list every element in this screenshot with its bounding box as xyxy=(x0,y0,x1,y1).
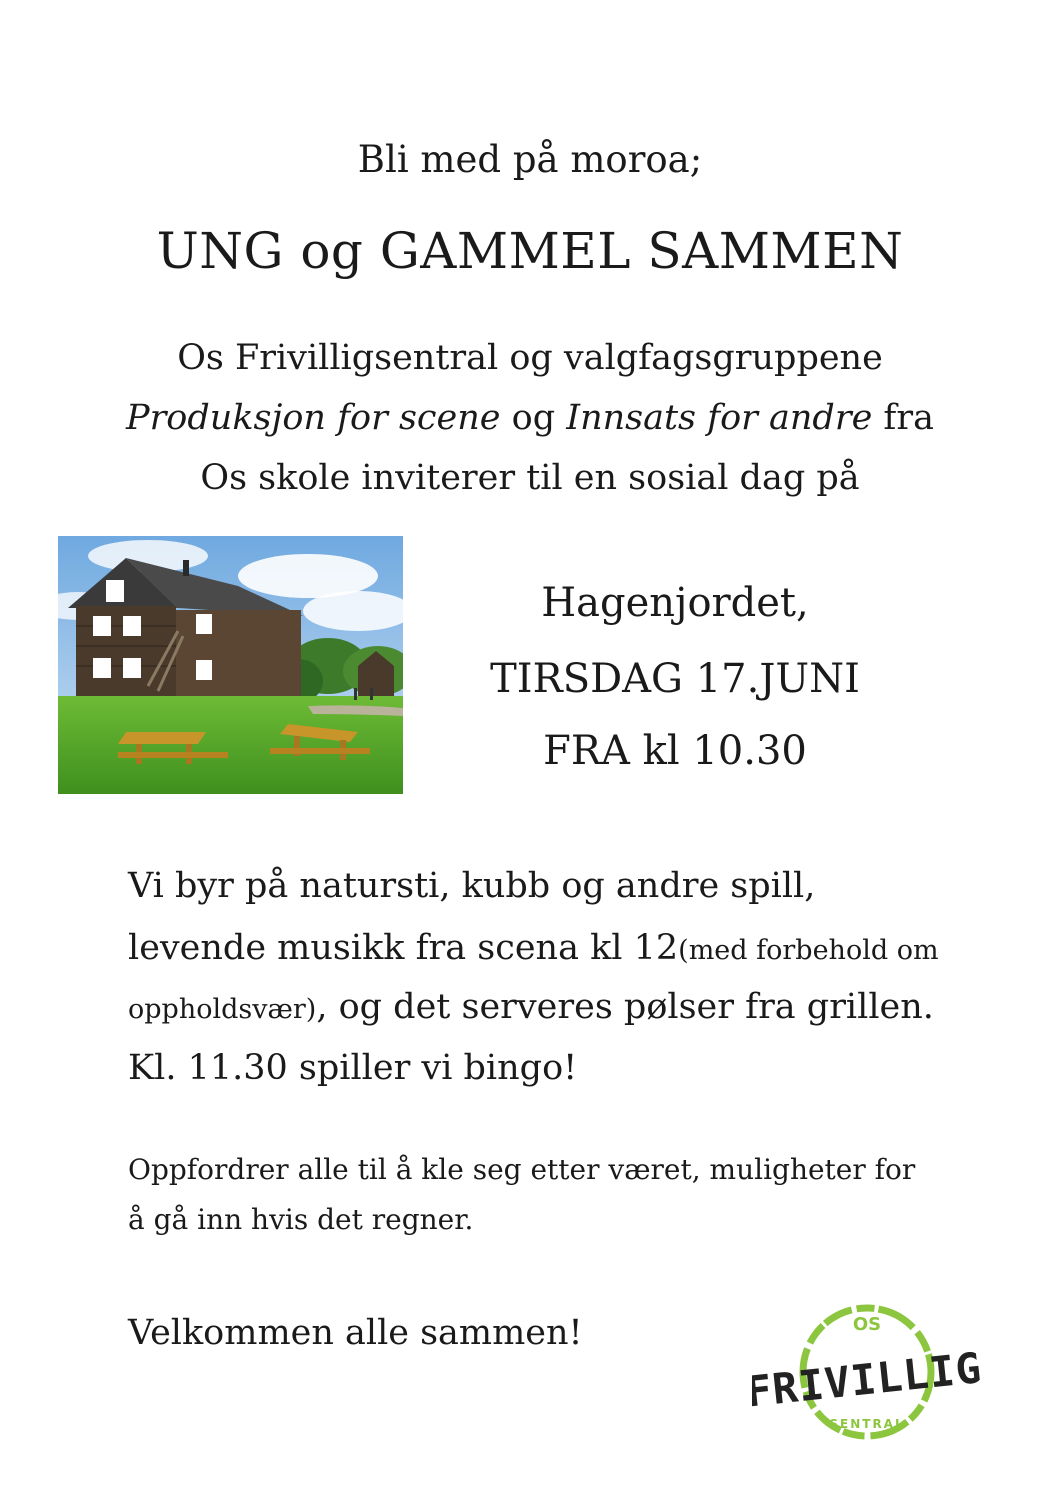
page-title: UNG og GAMMEL SAMMEN xyxy=(156,222,904,280)
welcome-text: Velkommen alle sammen! xyxy=(128,1313,583,1353)
frivillig-sentral-logo xyxy=(752,1300,982,1450)
course-name-effort: Innsats for andre xyxy=(566,398,873,438)
music-info: levende musikk fra scena kl 12 xyxy=(128,928,679,968)
info-line-3 xyxy=(128,987,934,1027)
intro-line-2 xyxy=(0,398,1060,438)
weather-note-line-1: Oppfordrer alle til å kle seg etter været, muligheter for xyxy=(128,1153,916,1186)
weather-reservation-end: oppholdsvær) xyxy=(128,994,317,1025)
course-name-production: Produksjon for scene xyxy=(126,398,501,438)
intro-line-1: Os Frivilligsentral og valgfagsgruppene xyxy=(177,338,883,378)
weather-note-line-2: å gå inn hvis det regner. xyxy=(128,1203,474,1236)
greeting-text: Bli med på moroa; xyxy=(357,138,703,181)
info-line-4: Kl. 11.30 spiller vi bingo! xyxy=(128,1048,578,1088)
intro-from: fra xyxy=(872,398,934,438)
logo-top-text: OS xyxy=(852,1314,882,1335)
intro-line-3: Os skole inviterer til en sosial dag på xyxy=(200,458,860,498)
intro-conjunction: og xyxy=(500,398,567,438)
farmhouse-photo xyxy=(58,536,403,794)
info-line-2 xyxy=(128,928,939,968)
logo-main-text: FRIVILLIG xyxy=(752,1343,982,1417)
logo-bottom-text: SENTRAL xyxy=(829,1417,905,1431)
weather-reservation-start: (med forbehold om xyxy=(678,935,939,966)
info-line-1: Vi byr på natursti, kubb og andre spill, xyxy=(128,866,816,906)
event-time: FRA kl 10.30 xyxy=(543,728,807,774)
event-date: TIRSDAG 17.JUNI xyxy=(490,656,860,702)
venue-place: Hagenjordet, xyxy=(541,580,809,626)
grill-info: , og det serveres pølser fra grillen. xyxy=(316,987,934,1027)
